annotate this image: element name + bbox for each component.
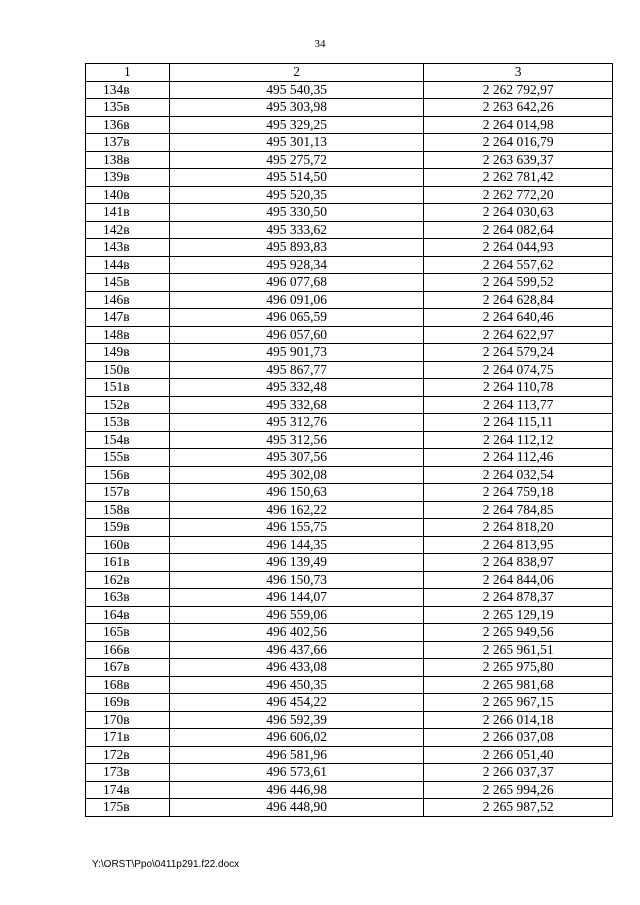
point-number-cell: 161в (86, 554, 170, 572)
table-row (86, 624, 613, 642)
table-row (86, 256, 613, 274)
page-number: 34 (314, 38, 326, 50)
table-row (86, 466, 613, 484)
x-coordinate-cell: 495 302,08 (169, 466, 423, 484)
y-coordinate-cell: 2 264 838,97 (424, 554, 613, 572)
column-header: 1 (86, 64, 170, 82)
point-number-cell: 156в (86, 466, 170, 484)
y-coordinate-cell: 2 266 037,08 (424, 729, 613, 747)
x-coordinate-cell: 495 332,68 (169, 396, 423, 414)
table-row (86, 414, 613, 432)
table-row (86, 659, 613, 677)
x-coordinate-cell: 495 514,50 (169, 169, 423, 187)
table-row (86, 606, 613, 624)
point-number-cell: 162в (86, 571, 170, 589)
x-coordinate-cell: 496 144,07 (169, 589, 423, 607)
y-coordinate-cell: 2 266 051,40 (424, 746, 613, 764)
point-number-cell: 153в (86, 414, 170, 432)
point-number-cell: 165в (86, 624, 170, 642)
y-coordinate-cell: 2 264 115,11 (424, 414, 613, 432)
table-row (86, 764, 613, 782)
point-number-cell: 142в (86, 221, 170, 239)
column-header: 3 (424, 64, 613, 82)
x-coordinate-cell: 495 928,34 (169, 256, 423, 274)
table-row (86, 781, 613, 799)
y-coordinate-cell: 2 264 110,78 (424, 379, 613, 397)
table-row (86, 536, 613, 554)
table-row (86, 239, 613, 257)
point-number-cell: 139в (86, 169, 170, 187)
x-coordinate-cell: 495 901,73 (169, 344, 423, 362)
point-number-cell: 166в (86, 641, 170, 659)
x-coordinate-cell: 496 450,35 (169, 676, 423, 694)
y-coordinate-cell: 2 264 813,95 (424, 536, 613, 554)
y-coordinate-cell: 2 264 844,06 (424, 571, 613, 589)
point-number-cell: 147в (86, 309, 170, 327)
x-coordinate-cell: 496 139,49 (169, 554, 423, 572)
y-coordinate-cell: 2 266 014,18 (424, 711, 613, 729)
x-coordinate-cell: 496 448,90 (169, 799, 423, 817)
point-number-cell: 135в (86, 99, 170, 117)
table-row (86, 396, 613, 414)
point-number-cell: 163в (86, 589, 170, 607)
x-coordinate-cell: 496 144,35 (169, 536, 423, 554)
point-number-cell: 164в (86, 606, 170, 624)
table-row (86, 221, 613, 239)
table-row (86, 589, 613, 607)
table-row (86, 361, 613, 379)
x-coordinate-cell: 495 307,56 (169, 449, 423, 467)
y-coordinate-cell: 2 266 037,37 (424, 764, 613, 782)
x-coordinate-cell: 495 893,83 (169, 239, 423, 257)
point-number-cell: 154в (86, 431, 170, 449)
x-coordinate-cell: 495 275,72 (169, 151, 423, 169)
point-number-cell: 152в (86, 396, 170, 414)
y-coordinate-cell: 2 264 622,97 (424, 326, 613, 344)
x-coordinate-cell: 495 329,25 (169, 116, 423, 134)
table-row (86, 169, 613, 187)
x-coordinate-cell: 496 446,98 (169, 781, 423, 799)
y-coordinate-cell: 2 265 961,51 (424, 641, 613, 659)
x-coordinate-cell: 496 057,60 (169, 326, 423, 344)
point-number-cell: 171в (86, 729, 170, 747)
point-number-cell: 150в (86, 361, 170, 379)
point-number-cell: 138в (86, 151, 170, 169)
table-row (86, 99, 613, 117)
x-coordinate-cell: 496 065,59 (169, 309, 423, 327)
y-coordinate-cell: 2 265 994,26 (424, 781, 613, 799)
table-row (86, 449, 613, 467)
table-row (86, 116, 613, 134)
table-row (86, 344, 613, 362)
y-coordinate-cell: 2 265 987,52 (424, 799, 613, 817)
table-row (86, 729, 613, 747)
table-row (86, 676, 613, 694)
x-coordinate-cell: 496 150,63 (169, 484, 423, 502)
x-coordinate-cell: 495 520,35 (169, 186, 423, 204)
y-coordinate-cell: 2 264 557,62 (424, 256, 613, 274)
y-coordinate-cell: 2 264 082,64 (424, 221, 613, 239)
x-coordinate-cell: 495 540,35 (169, 81, 423, 99)
y-coordinate-cell: 2 264 014,98 (424, 116, 613, 134)
x-coordinate-cell: 496 433,08 (169, 659, 423, 677)
y-coordinate-cell: 2 265 129,19 (424, 606, 613, 624)
table-row (86, 431, 613, 449)
x-coordinate-cell: 495 330,50 (169, 204, 423, 222)
point-number-cell: 174в (86, 781, 170, 799)
x-coordinate-cell: 496 454,22 (169, 694, 423, 712)
x-coordinate-cell: 496 437,66 (169, 641, 423, 659)
table-body (86, 81, 613, 816)
y-coordinate-cell: 2 262 772,20 (424, 186, 613, 204)
y-coordinate-cell: 2 264 784,85 (424, 501, 613, 519)
y-coordinate-cell: 2 264 030,63 (424, 204, 613, 222)
x-coordinate-cell: 496 402,56 (169, 624, 423, 642)
point-number-cell: 169в (86, 694, 170, 712)
point-number-cell: 158в (86, 501, 170, 519)
y-coordinate-cell: 2 263 639,37 (424, 151, 613, 169)
x-coordinate-cell: 495 867,77 (169, 361, 423, 379)
point-number-cell: 175в (86, 799, 170, 817)
table-row (86, 291, 613, 309)
point-number-cell: 141в (86, 204, 170, 222)
y-coordinate-cell: 2 264 818,20 (424, 519, 613, 537)
table-row (86, 274, 613, 292)
table-row (86, 484, 613, 502)
table-row (86, 554, 613, 572)
x-coordinate-cell: 495 301,13 (169, 134, 423, 152)
y-coordinate-cell: 2 265 949,56 (424, 624, 613, 642)
x-coordinate-cell: 496 155,75 (169, 519, 423, 537)
x-coordinate-cell: 495 312,76 (169, 414, 423, 432)
table-row (86, 134, 613, 152)
y-coordinate-cell: 2 265 975,80 (424, 659, 613, 677)
y-coordinate-cell: 2 264 759,18 (424, 484, 613, 502)
y-coordinate-cell: 2 265 981,68 (424, 676, 613, 694)
table-row (86, 519, 613, 537)
table-row (86, 379, 613, 397)
point-number-cell: 136в (86, 116, 170, 134)
x-coordinate-cell: 496 162,22 (169, 501, 423, 519)
table-row (86, 309, 613, 327)
point-number-cell: 144в (86, 256, 170, 274)
y-coordinate-cell: 2 264 016,79 (424, 134, 613, 152)
y-coordinate-cell: 2 264 599,52 (424, 274, 613, 292)
table-row (86, 641, 613, 659)
x-coordinate-cell: 495 312,56 (169, 431, 423, 449)
table-row (86, 746, 613, 764)
x-coordinate-cell: 495 332,48 (169, 379, 423, 397)
x-coordinate-cell: 495 333,62 (169, 221, 423, 239)
point-number-cell: 143в (86, 239, 170, 257)
table-row (86, 711, 613, 729)
y-coordinate-cell: 2 263 642,26 (424, 99, 613, 117)
y-coordinate-cell: 2 264 579,24 (424, 344, 613, 362)
point-number-cell: 159в (86, 519, 170, 537)
table-row (86, 326, 613, 344)
x-coordinate-cell: 496 606,02 (169, 729, 423, 747)
y-coordinate-cell: 2 264 032,54 (424, 466, 613, 484)
table-row (86, 151, 613, 169)
point-number-cell: 149в (86, 344, 170, 362)
y-coordinate-cell: 2 264 044,93 (424, 239, 613, 257)
coordinates-table (85, 63, 613, 817)
point-number-cell: 145в (86, 274, 170, 292)
table-row (86, 571, 613, 589)
table-row (86, 694, 613, 712)
point-number-cell: 146в (86, 291, 170, 309)
y-coordinate-cell: 2 265 967,15 (424, 694, 613, 712)
x-coordinate-cell: 496 091,06 (169, 291, 423, 309)
y-coordinate-cell: 2 262 781,42 (424, 169, 613, 187)
table-row (86, 204, 613, 222)
x-coordinate-cell: 496 150,73 (169, 571, 423, 589)
y-coordinate-cell: 2 262 792,97 (424, 81, 613, 99)
point-number-cell: 168в (86, 676, 170, 694)
y-coordinate-cell: 2 264 112,12 (424, 431, 613, 449)
x-coordinate-cell: 496 581,96 (169, 746, 423, 764)
table-row (86, 501, 613, 519)
table-row (86, 186, 613, 204)
point-number-cell: 172в (86, 746, 170, 764)
point-number-cell: 157в (86, 484, 170, 502)
y-coordinate-cell: 2 264 640,46 (424, 309, 613, 327)
x-coordinate-cell: 496 077,68 (169, 274, 423, 292)
point-number-cell: 170в (86, 711, 170, 729)
y-coordinate-cell: 2 264 112,46 (424, 449, 613, 467)
y-coordinate-cell: 2 264 074,75 (424, 361, 613, 379)
y-coordinate-cell: 2 264 113,77 (424, 396, 613, 414)
table-header-row (86, 64, 613, 82)
table-row (86, 81, 613, 99)
point-number-cell: 140в (86, 186, 170, 204)
y-coordinate-cell: 2 264 628,84 (424, 291, 613, 309)
point-number-cell: 155в (86, 449, 170, 467)
point-number-cell: 151в (86, 379, 170, 397)
table-row (86, 799, 613, 817)
column-header: 2 (169, 64, 423, 82)
point-number-cell: 167в (86, 659, 170, 677)
x-coordinate-cell: 496 592,39 (169, 711, 423, 729)
point-number-cell: 148в (86, 326, 170, 344)
x-coordinate-cell: 496 559,06 (169, 606, 423, 624)
point-number-cell: 160в (86, 536, 170, 554)
point-number-cell: 137в (86, 134, 170, 152)
point-number-cell: 173в (86, 764, 170, 782)
x-coordinate-cell: 495 303,98 (169, 99, 423, 117)
y-coordinate-cell: 2 264 878,37 (424, 589, 613, 607)
point-number-cell: 134в (86, 81, 170, 99)
file-path-footer: Y:\ORST\Ppo\0411p291.f22.docx (92, 859, 240, 870)
x-coordinate-cell: 496 573,61 (169, 764, 423, 782)
